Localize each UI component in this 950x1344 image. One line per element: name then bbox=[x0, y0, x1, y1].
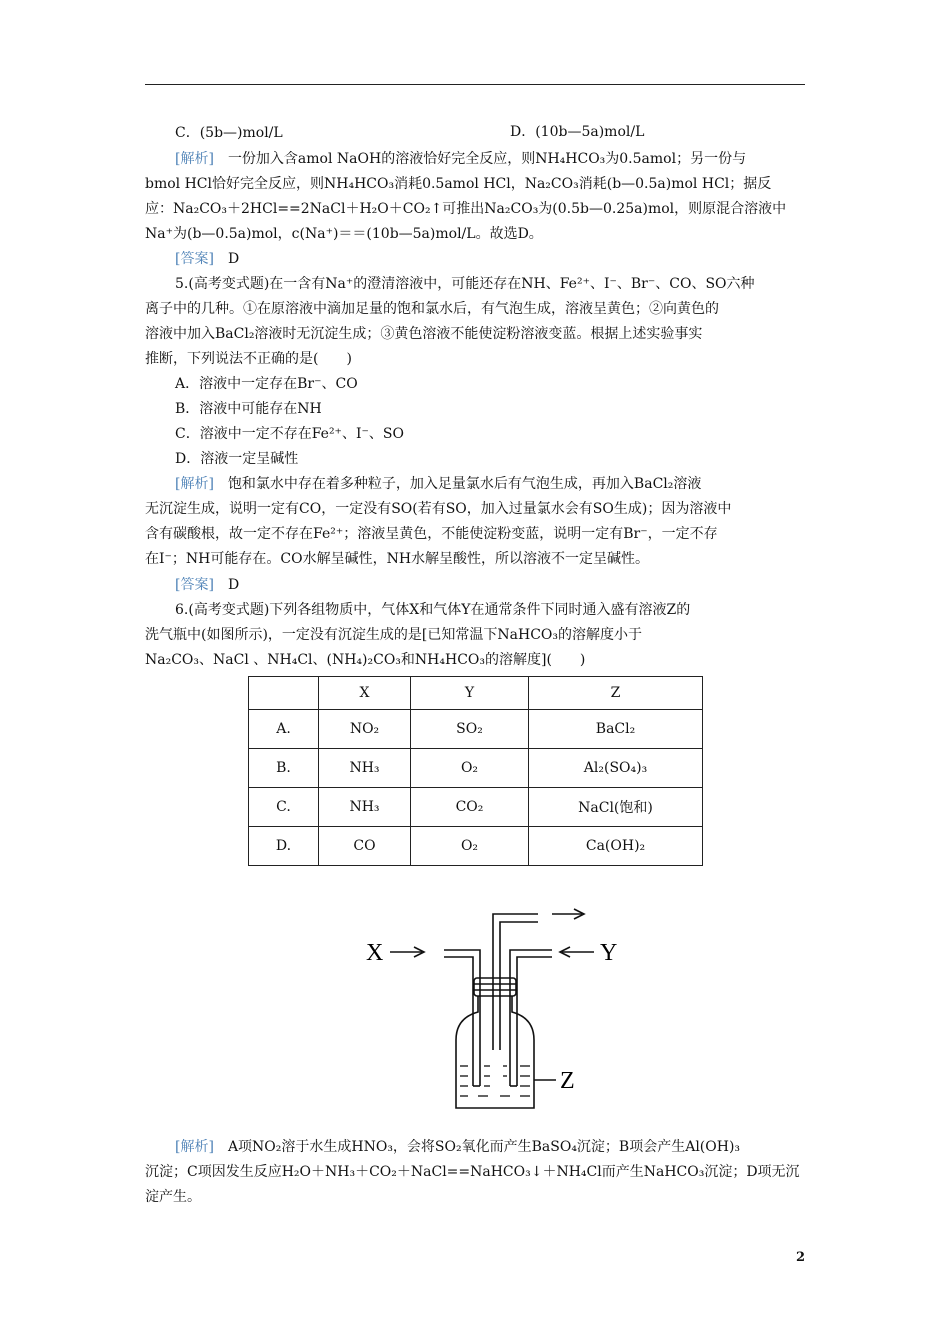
analysis-6-line-3: 淀产生。 bbox=[145, 1189, 201, 1205]
table-row bbox=[249, 827, 703, 866]
table-cell: C. bbox=[249, 788, 319, 827]
option-5a: A．溶液中一定存在Br⁻、CO bbox=[175, 376, 358, 392]
table-cell: B. bbox=[249, 749, 319, 788]
table-header-cell: Y bbox=[411, 677, 529, 710]
option-5b: B．溶液中可能存在NH bbox=[175, 401, 322, 417]
option-d: D．(10b—5a)mol/L bbox=[510, 124, 645, 140]
question-6-line-2: 洗气瓶中(如图所示)，一定没有沉淀生成的是[已知常温下NaHCO₃的溶解度小于 bbox=[145, 627, 642, 643]
question-6-line-1: 6.(高考变式题)下列各组物质中，气体X和气体Y在通常条件下同时通入盛有溶液Z的 bbox=[175, 602, 691, 618]
table-header-row bbox=[249, 677, 703, 710]
analysis-5-line-3: 含有碳酸根，故一定不存在Fe²⁺；溶液呈黄色，不能使淀粉变蓝，说明一定有Br⁻，一定不存 bbox=[145, 526, 718, 542]
table-cell: A. bbox=[249, 710, 319, 749]
question-6-line-3: Na₂CO₃、NaCl 、NH₄Cl、(NH₄)₂CO₃和NH₄HCO₃的溶解度]( ) bbox=[145, 652, 586, 668]
label-z: Z bbox=[560, 1068, 575, 1094]
analysis-4-line-1: [解析] 一份加入含amol NaOH的溶液恰好完全反应，则NH₄HCO₃为0.5amol；另一份与 bbox=[175, 151, 747, 167]
analysis-6-line-2: 沉淀；C项因发生反应H₂O＋NH₃＋CO₂＋NaCl==NaHCO₃↓＋NH₄Cl而产生NaHCO₃沉淀；D项无沉 bbox=[145, 1164, 800, 1180]
analysis-tag: [解析] bbox=[175, 151, 214, 167]
table-cell: NH₃ bbox=[319, 749, 411, 788]
question-5-line-3: 溶液中加入BaCl₂溶液时无沉淀生成；③黄色溶液不能使淀粉溶液变蓝。根据上述实验事实 bbox=[145, 326, 703, 342]
inlet-tube-x bbox=[444, 957, 473, 1086]
table-cell: BaCl₂ bbox=[529, 710, 703, 749]
analysis-6-line-1: [解析] A项NO₂溶于水生成HNO₃，会将SO₂氧化而产生BaSO₄沉淀；B项会产生Al(OH)₃ bbox=[175, 1139, 741, 1155]
answer-4: [答案] D bbox=[175, 251, 240, 267]
question-5-line-4: 推断，下列说法不正确的是( ) bbox=[145, 351, 352, 367]
analysis-tag: [解析] bbox=[175, 1139, 214, 1155]
gas-washing-bottle-figure bbox=[360, 900, 640, 1120]
table-row bbox=[249, 788, 703, 827]
option-5d: D．溶液一定呈碱性 bbox=[175, 451, 299, 467]
bottle-outline bbox=[456, 996, 534, 1108]
analysis-4-line-2: bmol HCl恰好完全反应，则NH₄HCO₃消耗0.5amol HCl，Na₂CO₃消耗(b—0.5a)mol HCl；据反 bbox=[145, 176, 772, 192]
table-header-cell: Z bbox=[529, 677, 703, 710]
table-cell: NH₃ bbox=[319, 788, 411, 827]
option-c: C．(5b—)mol/L bbox=[175, 125, 283, 141]
analysis-5-line-2: 无沉淀生成，说明一定有CO，一定没有SO(若有SO，加入过量氯水会有SO生成)；因为溶液中 bbox=[145, 501, 732, 517]
liquid-z bbox=[460, 1066, 530, 1096]
option-5c: C．溶液中一定不存在Fe²⁺、I⁻、SO bbox=[175, 426, 404, 442]
answer-tag: [答案] bbox=[175, 251, 214, 267]
analysis-4-line-4: Na⁺为(b—0.5a)mol，c(Na⁺)＝＝(10b—5a)mol/L。故选D。 bbox=[145, 226, 543, 242]
table-cell: NaCl(饱和) bbox=[529, 788, 703, 827]
table-row bbox=[249, 710, 703, 749]
table-cell: O₂ bbox=[411, 827, 529, 866]
table-header-cell: X bbox=[319, 677, 411, 710]
answer-tag: [答案] bbox=[175, 577, 214, 593]
question-5-line-2: 离子中的几种。①在原溶液中滴加足量的饱和氯水后，有气泡生成，溶液呈黄色；②向黄色的 bbox=[145, 301, 719, 317]
table-cell: O₂ bbox=[411, 749, 529, 788]
header-rule bbox=[145, 84, 805, 85]
answer-5: [答案] D bbox=[175, 577, 240, 593]
analysis-tag: [解析] bbox=[175, 476, 214, 492]
label-x: X bbox=[366, 940, 384, 966]
table-cell: SO₂ bbox=[411, 710, 529, 749]
table-row bbox=[249, 749, 703, 788]
options-table bbox=[248, 676, 703, 866]
analysis-5-line-1: [解析] 饱和氯水中存在着多种粒子，加入足量氯水后有气泡生成，再加入BaCl₂溶液 bbox=[175, 476, 702, 492]
table-cell: Al₂(SO₄)₃ bbox=[529, 749, 703, 788]
table-header-cell bbox=[249, 677, 319, 710]
table-cell: Ca(OH)₂ bbox=[529, 827, 703, 866]
label-y: Y bbox=[600, 940, 618, 966]
analysis-5-line-4: 在I⁻；NH可能存在。CO水解呈碱性，NH水解呈酸性，所以溶液不一定呈碱性。 bbox=[145, 551, 650, 567]
question-5-line-1: 5.(高考变式题)在一含有Na⁺的澄清溶液中，可能还存在NH、Fe²⁺、I⁻、Br⁻、CO、SO六种 bbox=[175, 276, 755, 292]
table-cell: CO₂ bbox=[411, 788, 529, 827]
table-cell: NO₂ bbox=[319, 710, 411, 749]
table-cell: D. bbox=[249, 827, 319, 866]
page-number: 2 bbox=[796, 1250, 806, 1265]
table-cell: CO bbox=[319, 827, 411, 866]
analysis-4-line-3: 应：Na₂CO₃＋2HCl==2NaCl＋H₂O＋CO₂↑可推出Na₂CO₃为(0.5b—0.25a)mol，则原混合溶液中 bbox=[145, 201, 787, 217]
